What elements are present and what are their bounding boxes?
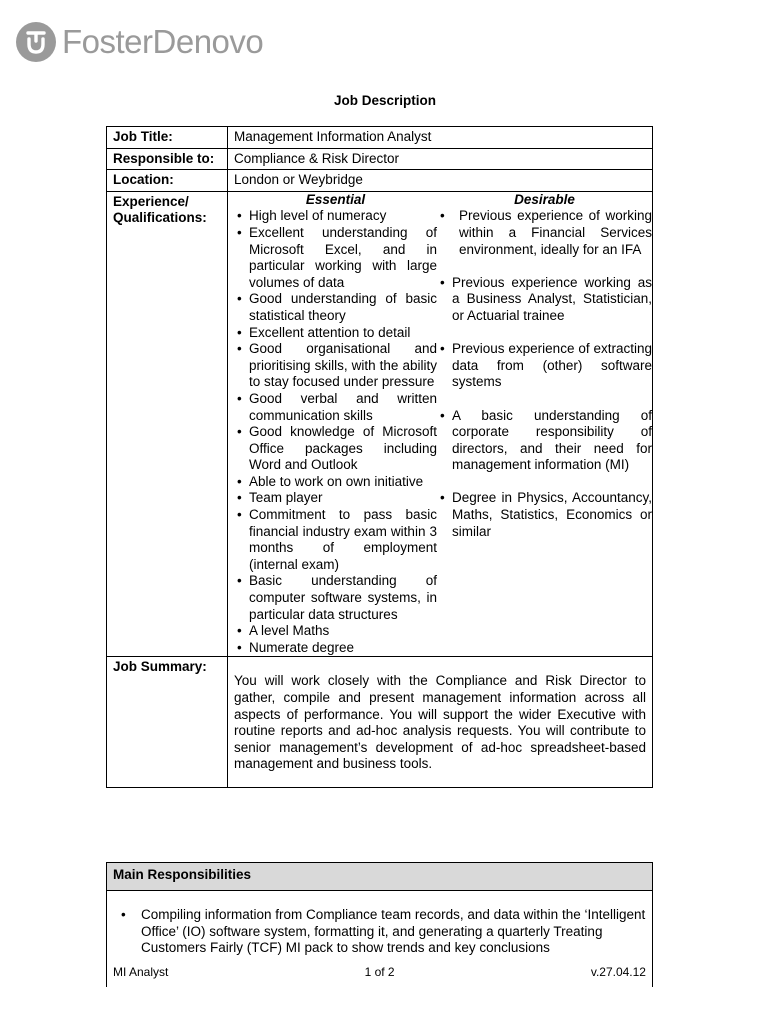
responsibilities-heading: Main Responsibilities: [107, 863, 653, 891]
desirable-list: [437, 208, 652, 540]
requirements-columns: [234, 192, 652, 657]
responsible-label: Responsible to:: [107, 148, 228, 170]
list-item: • Able to work on own initiative: [234, 474, 437, 491]
footer-doc-name: MI Analyst: [113, 965, 169, 979]
list-item: • Previous experience of working within a Financial Services environment, ideally for an IFA: [437, 208, 652, 258]
essential-column: [234, 192, 437, 657]
essential-list: [234, 208, 437, 656]
list-item: • A basic understanding of corporate responsibility of directors, and their need for management information (MI): [437, 408, 652, 474]
list-item: • Good verbal and written communication skills: [234, 391, 437, 424]
job-title-label: Job Title:: [107, 127, 228, 149]
logo-mark-icon: [16, 22, 56, 62]
list-item: • Previous experience working as a Business Analyst, Statistician, or Actuarial trainee: [437, 275, 652, 325]
footer-version: v.27.04.12: [590, 965, 646, 979]
list-item: • Team player: [234, 490, 437, 507]
list-item: • A level Maths: [234, 623, 437, 640]
desirable-heading: Desirable: [514, 191, 575, 207]
job-summary-text: You will work closely with the Compliance and Risk Director to gather, compile and present management information across all aspects of performance. You will support the wider Executive with routine reports and ad-hoc analysis requests. You will contribute to senior management’s development of ad-hoc spreadsheet-based management and business tools.: [228, 657, 653, 788]
table-row: [107, 127, 653, 149]
list-item: • Numerate degree: [234, 640, 437, 657]
list-item: • Good knowledge of Microsoft Office packages including Word and Outlook: [234, 424, 437, 474]
company-logo: [16, 22, 263, 62]
location-label: Location:: [107, 170, 228, 192]
experience-label-line1: Experience/: [113, 193, 189, 209]
essential-heading: Essential: [305, 191, 366, 207]
footer-page-number: 1 of 2: [364, 965, 395, 979]
table-row: [107, 170, 653, 192]
list-item: • Basic understanding of computer software systems, in particular data structures: [234, 573, 437, 623]
table-row: [107, 191, 653, 657]
responsibilities-list: [113, 907, 646, 957]
list-item: • High level of numeracy: [234, 208, 437, 225]
job-title-value: Management Information Analyst: [228, 127, 653, 149]
responsible-value: Compliance & Risk Director: [228, 148, 653, 170]
list-item: • Compiling information from Compliance team records, and data within the ‘Intelligent Office’ (IO) software system, formatting it, and generating a quarterly Treating Customers Fairly (TCF) MI pack to show trends and key conclusions: [113, 907, 646, 957]
table-row: [107, 863, 653, 891]
list-item: • Degree in Physics, Accountancy, Maths, Statistics, Economics or similar: [437, 490, 652, 540]
desirable-column: [437, 192, 652, 657]
list-item: • Excellent attention to detail: [234, 325, 437, 342]
list-item: • Good organisational and prioritising skills, with the ability to stay focused under pressure: [234, 341, 437, 391]
company-name: FosterDenovo: [62, 23, 264, 60]
table-row: [107, 657, 653, 788]
experience-label: [107, 191, 228, 657]
list-item: • Good understanding of basic statistical theory: [234, 291, 437, 324]
job-summary-label: Job Summary:: [107, 657, 228, 788]
list-item: • Commitment to pass basic financial industry exam within 3 months of employment (internal exam): [234, 507, 437, 573]
list-item: • Excellent understanding of Microsoft Excel, and in particular working with large volumes of data: [234, 225, 437, 291]
experience-label-line2: Qualifications:: [113, 210, 207, 226]
page-footer: [113, 964, 646, 981]
job-info-table: [106, 126, 653, 788]
location-value: London or Weybridge: [228, 170, 653, 192]
table-row: [107, 148, 653, 170]
document-title: Job Description: [333, 93, 436, 108]
list-item: • Previous experience of extracting data from (other) software systems: [437, 341, 652, 391]
requirements-cell: [228, 191, 653, 657]
